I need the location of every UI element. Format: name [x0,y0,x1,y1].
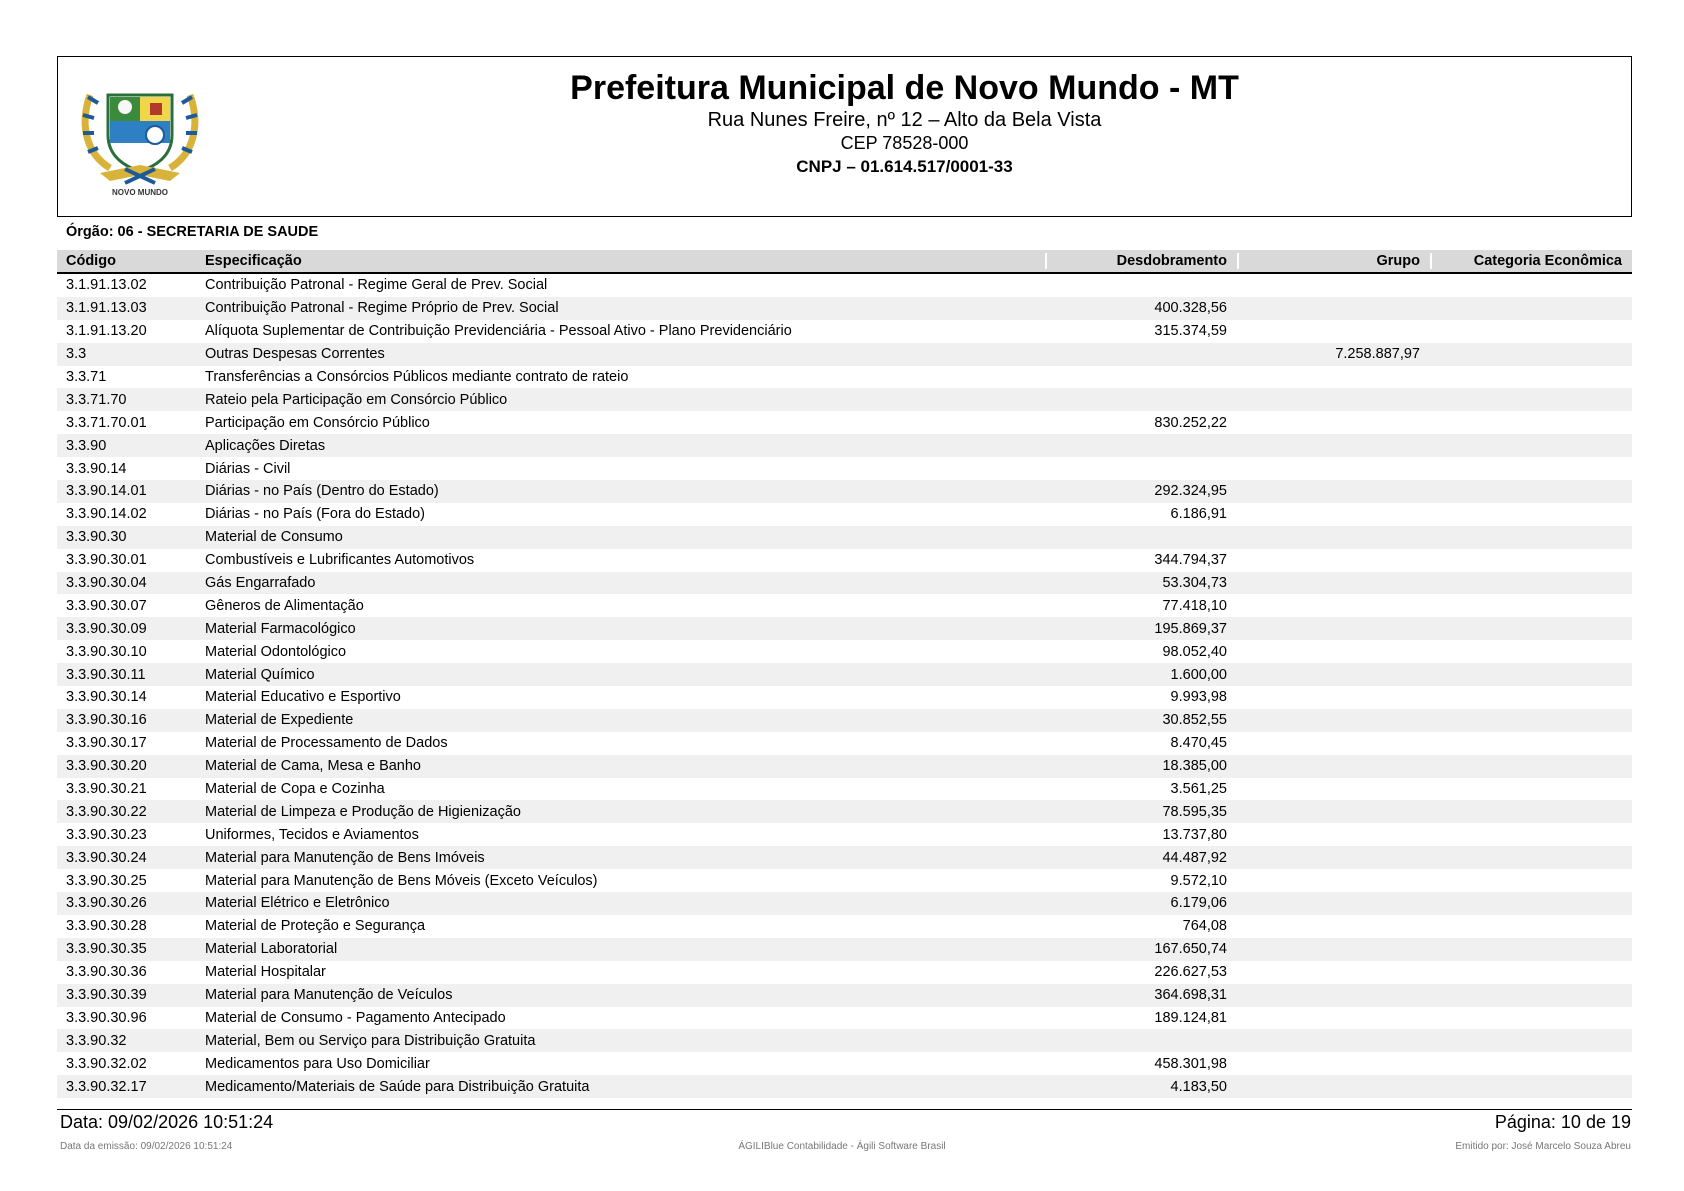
footer-page-number: Página: 10 de 19 [1494,1112,1631,1132]
row-especificacao: Participação em Consórcio Público [205,414,430,431]
row-code: 3.3.90.30.20 [66,758,147,775]
row-code: 3.3.90.30.39 [66,987,147,1004]
row-code: 3.3.90.32.02 [66,1055,147,1072]
row-code: 3.3.90.30.22 [66,803,147,820]
table-row [57,549,1632,572]
row-code: 3.3.90.30.04 [66,575,147,592]
row-desdobramento: 30.852,55 [1162,712,1227,729]
table-row [57,640,1632,663]
row-desdobramento: 364.698,31 [1154,987,1227,1004]
row-desdobramento: 400.328,56 [1154,300,1227,317]
row-code: 3.3.90.30.11 [66,666,146,683]
row-code: 3.3.90.30.36 [66,964,147,981]
footer-software: ÁGILIBlue Contabilidade - Ágili Software Brasil [738,1141,946,1152]
row-especificacao: Material Laboratorial [205,941,338,958]
row-code: 3.3.90.14.01 [66,483,147,500]
row-especificacao: Material de Cama, Mesa e Banho [205,758,421,775]
row-especificacao: Outras Despesas Correntes [205,346,385,363]
row-especificacao: Uniformes, Tecidos e Aviamentos [205,826,419,843]
row-desdobramento: 458.301,98 [1154,1055,1227,1072]
table-row [57,732,1632,755]
row-desdobramento: 292.324,95 [1154,483,1227,500]
table-body [57,274,1632,1098]
row-desdobramento: 53.304,73 [1162,575,1227,592]
row-desdobramento: 344.794,37 [1154,552,1227,569]
row-desdobramento: 78.595,35 [1162,803,1227,820]
table-row [57,800,1632,823]
row-desdobramento: 4.183,50 [1170,1078,1227,1095]
table-row [57,1007,1632,1030]
header-cep: CEP 78528-000 [840,133,969,153]
footer-date: Data: 09/02/2026 10:51:24 [60,1112,274,1132]
row-code: 3.3.90.30.26 [66,895,147,912]
table-row [57,938,1632,961]
col-codigo: Código [57,253,205,269]
row-desdobramento: 13.737,80 [1162,826,1227,843]
table-row [57,434,1632,457]
row-desdobramento: 18.385,00 [1162,758,1227,775]
row-desdobramento: 98.052,40 [1162,643,1227,660]
row-code: 3.3.90.30.28 [66,918,147,935]
row-especificacao: Contribuição Patronal - Regime Geral de Prev. Social [205,277,548,294]
row-desdobramento: 189.124,81 [1154,1009,1227,1026]
row-desdobramento: 830.252,22 [1154,414,1227,431]
row-desdobramento: 9.993,98 [1170,689,1227,706]
row-code: 3.3.90.30.25 [66,872,147,889]
row-especificacao: Transferências a Consórcios Públicos mediante contrato de rateio [205,369,629,385]
row-especificacao: Material para Manutenção de Bens Imóveis [205,849,485,866]
row-code: 3.3.90.14 [66,460,127,477]
row-especificacao: Diárias - Civil [205,460,291,477]
table-row [57,686,1632,709]
row-desdobramento: 6.186,91 [1170,506,1227,523]
table-row [57,1029,1632,1052]
row-desdobramento: 44.487,92 [1162,849,1227,866]
row-especificacao: Material de Copa e Cozinha [205,781,385,798]
row-especificacao: Aplicações Diretas [205,437,326,454]
page-title: Prefeitura Municipal de Novo Mundo - MT [570,69,1239,107]
table-row [57,755,1632,778]
row-code: 3.1.91.13.02 [66,277,147,294]
table-row [57,1052,1632,1075]
row-especificacao: Material de Consumo [205,529,343,546]
expense-table [57,250,1632,1098]
row-code: 3.3.90.30.01 [66,552,147,569]
row-especificacao: Material Farmacológico [205,620,356,637]
row-especificacao: Material para Manutenção de Bens Móveis (Exceto Veículos) [205,872,598,889]
row-code: 3.3.90.30.23 [66,826,147,843]
table-row [57,274,1632,297]
row-code: 3.3.90.30 [66,529,127,546]
footer-divider [57,1109,1632,1110]
row-desdobramento: 3.561,25 [1170,781,1227,798]
row-especificacao: Material Elétrico e Eletrônico [205,895,390,912]
table-row [57,411,1632,434]
row-code: 3.3.71 [66,369,107,385]
row-code: 3.3.90.32.17 [66,1078,147,1095]
row-desdobramento: 77.418,10 [1162,597,1227,614]
row-especificacao: Contribuição Patronal - Regime Próprio de Prev. Social [205,300,559,317]
row-especificacao: Diárias - no País (Fora do Estado) [205,506,426,523]
row-code: 3.3 [66,346,87,363]
row-especificacao: Material de Consumo - Pagamento Antecipado [205,1009,506,1026]
table-row [57,915,1632,938]
row-especificacao: Material para Manutenção de Veículos [205,987,453,1004]
row-code: 3.3.90.30.17 [66,735,147,752]
row-code: 3.1.91.13.03 [66,300,147,317]
table-row [57,892,1632,915]
table-row [57,778,1632,801]
footer-issuer: Emitido por: José Marcelo Souza Abreu [1455,1141,1631,1152]
table-row [57,823,1632,846]
table-row [57,594,1632,617]
row-desdobramento: 9.572,10 [1170,872,1227,889]
row-desdobramento: 167.650,74 [1154,941,1227,958]
row-especificacao: Combustíveis e Lubrificantes Automotivos [205,552,475,569]
report-header [57,56,1632,217]
table-row [57,617,1632,640]
row-desdobramento: 1.600,00 [1170,666,1227,683]
row-especificacao: Medicamentos para Uso Domiciliar [205,1055,430,1072]
row-code: 3.3.90.30.96 [66,1009,147,1026]
row-code: 3.3.90.30.35 [66,941,147,958]
table-row [57,961,1632,984]
table-row [57,663,1632,686]
table-row [57,526,1632,549]
col-desdobramento: Desdobramento [1045,253,1237,269]
table-row [57,503,1632,526]
table-row [57,846,1632,869]
row-code: 3.3.90.30.24 [66,849,147,866]
header-cnpj: CNPJ – 01.614.517/0001-33 [796,157,1013,176]
row-especificacao: Gás Engarrafado [205,575,316,592]
row-code: 3.3.90.30.07 [66,597,147,614]
table-row [57,343,1632,366]
row-especificacao: Material Odontológico [205,643,347,660]
table-row [57,572,1632,595]
table-row [57,388,1632,411]
row-code: 3.3.90.32 [66,1032,127,1049]
row-especificacao: Material Educativo e Esportivo [205,689,401,706]
row-desdobramento: 8.470,45 [1170,735,1227,752]
header-text-block [58,67,1631,179]
row-desdobramento: 315.374,59 [1154,323,1227,340]
row-code: 3.3.71.70.01 [66,414,147,431]
footer-emission-date: Data da emissão: 09/02/2026 10:51:24 [60,1141,233,1152]
table-row [57,297,1632,320]
table-header [57,250,1632,274]
row-especificacao: Diárias - no País (Dentro do Estado) [205,483,439,500]
table-row [57,366,1632,389]
logo-caption: NOVO MUNDO [112,188,168,197]
col-categoria-economica: Categoria Econômica [1430,253,1632,269]
table-row [57,984,1632,1007]
row-especificacao: Gêneros de Alimentação [205,597,364,614]
row-code: 3.3.90.30.21 [66,781,147,798]
row-code: 3.3.90.30.16 [66,712,147,729]
table-row [57,869,1632,892]
row-code: 3.3.90.30.10 [66,643,147,660]
row-desdobramento: 764,08 [1182,918,1227,935]
col-especificacao: Especificação [205,253,302,269]
table-row [57,709,1632,732]
row-especificacao: Material, Bem ou Serviço para Distribuição Gratuita [205,1032,536,1049]
row-especificacao: Material Hospitalar [205,964,326,981]
orgao-label: Órgão: 06 - SECRETARIA DE SAUDE [66,224,319,240]
row-especificacao: Material de Processamento de Dados [205,735,448,752]
row-especificacao: Material de Limpeza e Produção de Higienização [205,803,521,820]
table-row [57,320,1632,343]
row-desdobramento: 226.627,53 [1154,964,1227,981]
row-code: 3.1.91.13.20 [66,323,147,340]
row-code: 3.3.90.30.09 [66,620,147,637]
row-especificacao: Material de Proteção e Segurança [205,918,426,935]
row-especificacao: Rateio pela Participação em Consórcio Público [205,391,508,408]
row-code: 3.3.90 [66,437,107,454]
row-especificacao: Material Químico [205,666,315,683]
row-desdobramento: 195.869,37 [1154,620,1227,637]
row-desdobramento: 6.179,06 [1170,895,1227,912]
col-grupo: Grupo [1237,253,1430,269]
table-row [57,1075,1632,1098]
row-especificacao: Alíquota Suplementar de Contribuição Previdenciária - Pessoal Ativo - Plano Previdenciário [205,323,792,340]
table-row [57,480,1632,503]
header-address: Rua Nunes Freire, nº 12 – Alto da Bela Vista [707,109,1102,131]
row-code: 3.3.71.70 [66,391,127,408]
row-grupo: 7.258.887,97 [1335,346,1420,363]
row-especificacao: Medicamento/Materiais de Saúde para Distribuição Gratuita [205,1078,590,1095]
row-especificacao: Material de Expediente [205,712,354,729]
row-code: 3.3.90.14.02 [66,506,147,523]
row-code: 3.3.90.30.14 [66,689,147,706]
table-row [57,457,1632,480]
